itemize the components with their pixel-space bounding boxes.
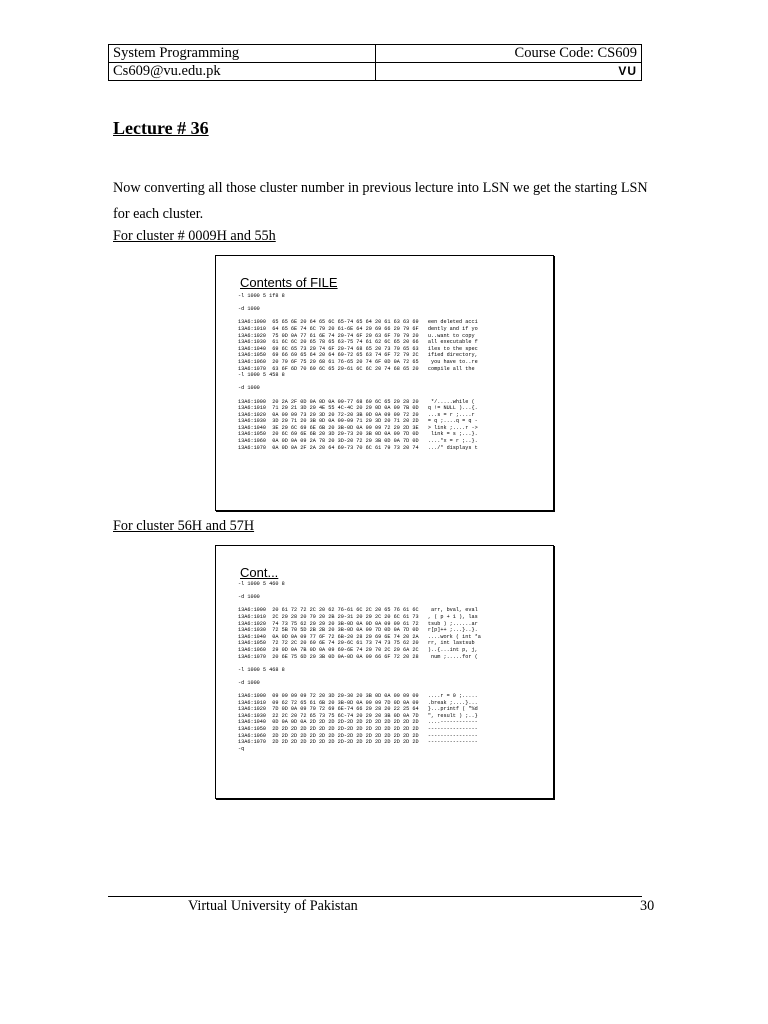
cluster-heading-1: For cluster # 0009H and 55h [113,228,276,244]
lecture-title: Lecture # 36 [113,118,209,138]
debug-dump-2: -l 1000 5 460 8 -d 1000 13A6:1000 20 61 72 72 2C 20 62 76-61 6C 2C 20 65 76 61 6C arr, bval, eval 13A6:1010 2C 20 28 20 70 20 2B 20-31 20 29 2C 20 6C 61 73 , ( p + 1 ), las 13A6:1020 74 73 75 62 20 29 20 3B-0D 0A 0D 0A 09 09 61 72 tsub ) ;......ar 13A6:1030 72 5B 70 5D 2B 2B 20 3B-0D 0A 09 7D 0D 0A 7D 0D r[p]++ ;...}..}. 13A6:1040 0A 0D 0A 09 77 6F 72 6B-20 28 20 69 6E 74 20 2A ....work ( int *a 13A6:1050 72 72 2C 20 69 6E 74 20-6C 61 73 74 73 75 62 20 rr, int lastsub 13A6:1060 29 0D 0A 7B 0D 0A 09 69-6E 74 20 70 2C 20 6A 2C )..{...int p, j, 13A6:1070 20 6E 75 6D 20 3B 0D 0A-0D 0A 09 66 6F 72 20 28 num ;.....for ( -l 1000 5 468 8 -d 1000 13A6:1000 09 09 09 09 72 20 3D 20-30 20 3B 0D 0A 09 09 09 ....r = 0 ;..... 13A6:1010 09 62 72 65 61 6B 20 3B-0D 0A 09 09 7D 0D 0A 09 .break ;....}... 13A6:1020 7D 0D 0A 09 70 72 69 6E-74 66 20 28 20 22 25 64 }...printf ( "%d 13A6:1030 22 2C 20 72 65 73 75 6C-74 20 29 20 3B 0D 0A 7D ", result ) ;..} 13A6:1040 0D 0A 0D 0A 2D 2D 2D 2D-2D 2D 2D 2D 2D 2D 2D 2D ....------------ 13A6:1050 2D 2D 2D 2D 2D 2D 2D 2D-2D 2D 2D 2D 2D 2D 2D 2D ---------------- 13A6:1060 2D 2D 2D 2D 2D 2D 2D 2D-2D 2D 2D 2D 2D 2D 2D 2D ---------------- 13A6:1070 2D 2D 2D 2D 2D 2D 2D 2D-2D 2D 2D 2D 2D 2D 2D 2D ---------------- -q [238,581,481,752]
slide-title-2: Cont... [240,565,279,580]
intro-paragraph: Now converting all those cluster number in previous lecture into LSN we get the starting LSN for each cluster. [113,180,648,222]
vu-logo: VU [618,64,637,78]
footer-university: Virtual University of Pakistan [188,898,358,914]
slide-title-1: Contents of FILE [240,275,338,290]
page-number: 30 [640,898,655,914]
debug-dump-1: -l 1000 5 1f8 8 -d 1000 13A6:1000 65 65 6E 20 64 65 6C 65-74 65 64 20 61 63 63 69 een deleted acci 13A6:1010 64 65 6E 74 6C 79 20 61-6E 64 20 69 66 20 79 6F dently and if yo 13A6:1020 75 0D 0A 77 61 6E 74 20-74 6F 20 63 6F 70 79 20 u..want to copy 13A6:1030 61 6C 6C 20 65 78 65 63-75 74 61 62 6C 65 20 66 all executable f 13A6:1040 69 6C 65 73 20 74 6F 20-74 68 65 20 73 70 65 63 iles to the spec 13A6:1050 69 66 69 65 64 20 64 69-72 65 63 74 6F 72 79 2C ified directory, 13A6:1060 20 79 6F 75 20 68 61 76-65 20 74 6F 0D 0A 72 65 you have to..re 13A6:1070 63 6F 6D 70 69 6C 65 20-61 6C 6C 20 74 68 65 20 compile all the -l 1000 5 458 8 -d 1000 13A6:1000 20 2A 2F 0D 0A 0D 0A 09-77 68 69 6C 65 20 28 20 */.....while ( 13A6:1010 71 20 21 3D 20 4E 55 4C-4C 20 29 0D 0A 09 7B 0D q != NULL )...{. 13A6:1020 0A 09 09 73 20 3D 20 72-20 3B 0D 0A 09 09 72 20 ...s = r ;....r 13A6:1030 3D 20 71 20 3B 0D 0A 09-09 71 20 3D 20 71 20 2D = q ;....q = q - 13A6:1040 3E 20 6C 69 6E 6B 20 3B-0D 0A 09 09 72 20 2D 3E > link ;....r -> 13A6:1050 20 6C 69 6E 6B 20 3D 20-73 20 3B 0D 0A 09 7D 0D link = s ;...}. 13A6:1060 0A 0D 0A 09 2A 78 20 3D-20 72 20 3B 0D 0A 7D 0D ....*x = r ;..}. 13A6:1070 0A 0D 0A 2F 2A 20 64 69-73 70 6C 61 79 73 20 74 .../* displays t [238,293,478,451]
course-code: Course Code: CS609 [376,45,642,63]
slide-contents-of-file [215,255,554,511]
page-header-table [108,44,642,81]
cluster-heading-2: For cluster 56H and 57H [113,518,255,534]
slide-cont [215,545,554,799]
footer-divider [108,896,642,897]
course-email: Cs609@vu.edu.pk [109,63,376,81]
vu-logo-cell [376,63,642,81]
course-name: System Programming [109,45,376,63]
